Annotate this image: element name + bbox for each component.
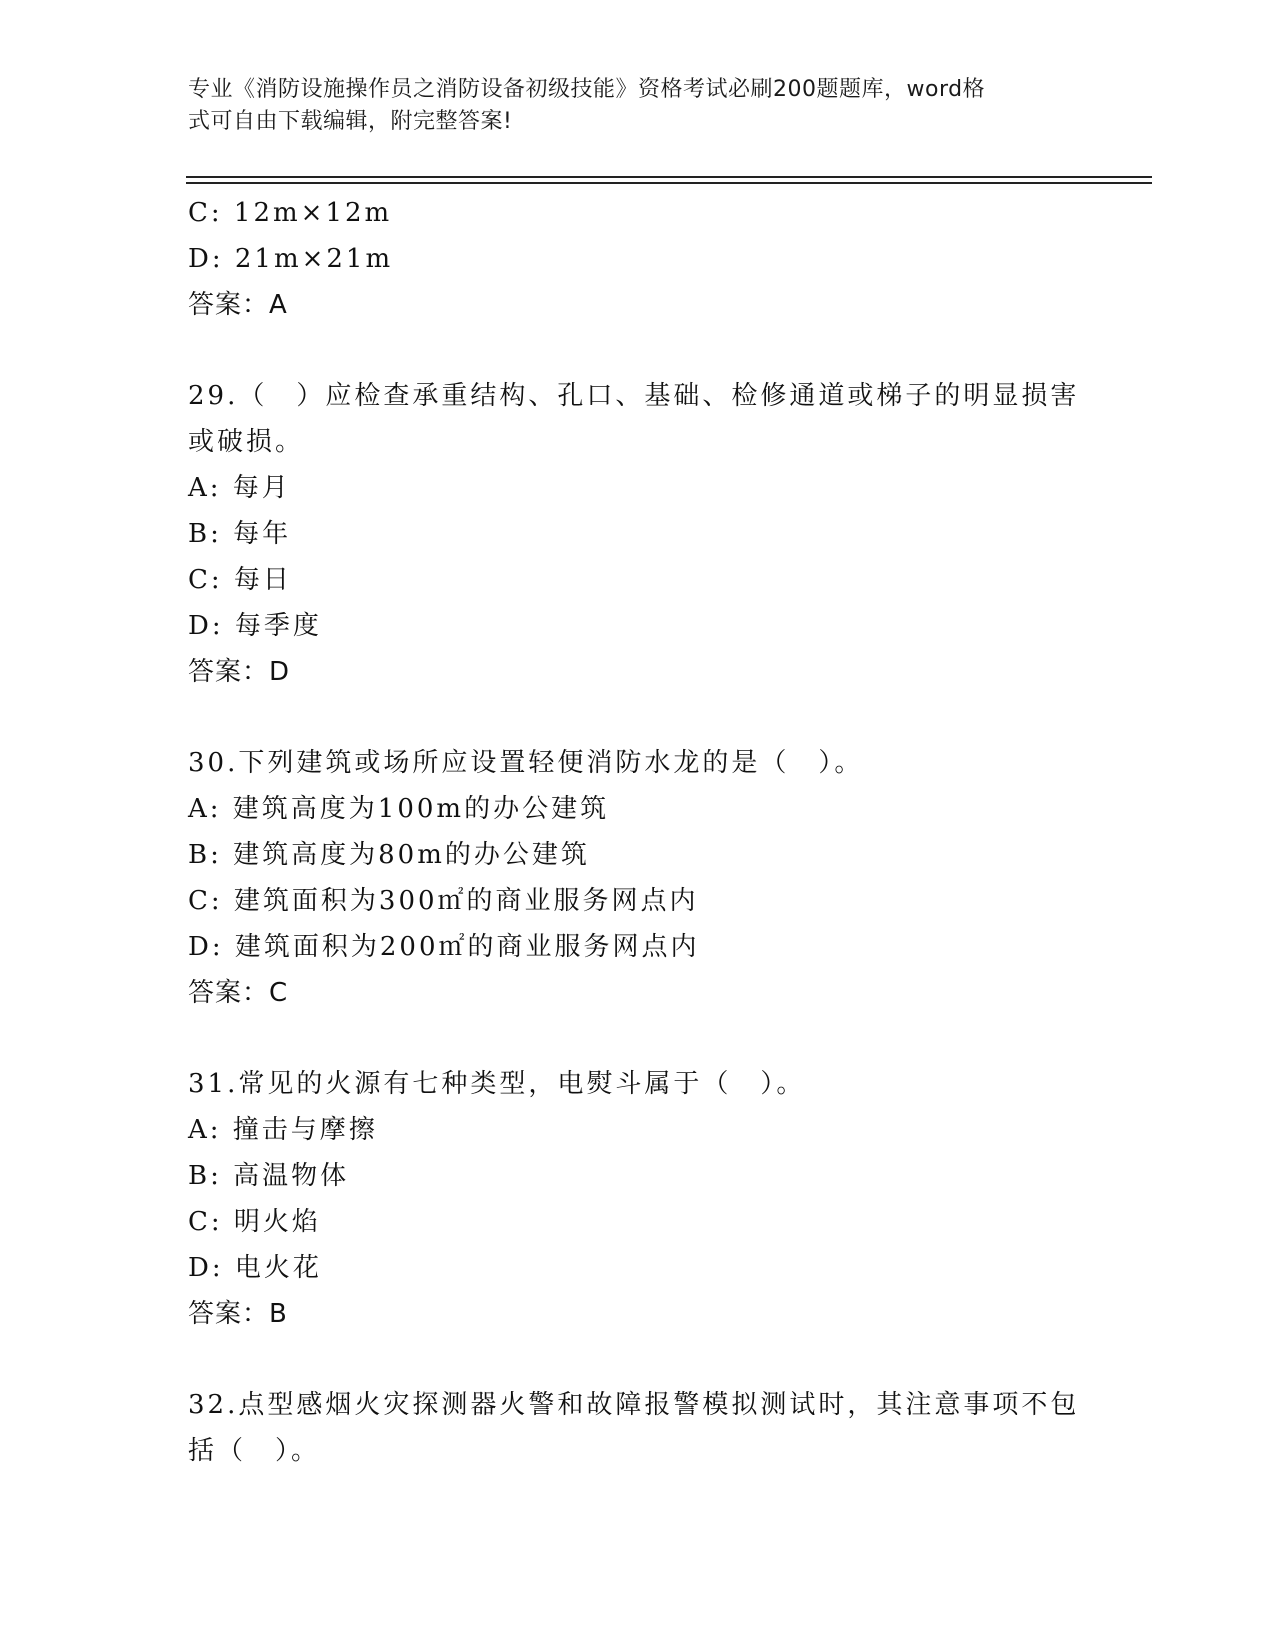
question-32	[188, 1382, 1088, 1474]
option-d: D: 电火花	[188, 1253, 322, 1283]
option-c: C: 12m×12m	[188, 198, 393, 228]
question-list	[188, 190, 1088, 1474]
document-header	[188, 74, 1068, 138]
option-c: C: 建筑面积为300㎡的商业服务网点内	[188, 886, 699, 916]
header-line-2: 式可自由下载编辑，附完整答案!	[188, 109, 513, 134]
question-text: 31.常见的火源有七种类型，电熨斗属于（ ）。	[188, 1069, 806, 1099]
answer: 答案：A	[188, 290, 288, 320]
option-b: B: 高温物体	[188, 1161, 350, 1191]
option-a: A: 撞击与摩擦	[188, 1115, 378, 1145]
header-rule-top	[186, 176, 1152, 178]
question-28-tail	[188, 190, 1088, 328]
option-d: D: 每季度	[188, 611, 322, 641]
question-text: 29.（ ）应检查承重结构、孔口、基础、检修通道或梯子的明显损害	[188, 381, 1080, 411]
answer: 答案：B	[188, 1299, 288, 1329]
option-a: A: 每月	[188, 473, 291, 503]
option-c: C: 明火焰	[188, 1207, 321, 1237]
question-text: 或破损。	[188, 427, 305, 457]
header-line-1: 专业《消防设施操作员之消防设备初级技能》资格考试必刷200题题库，word格	[188, 77, 986, 102]
header-rule-bottom	[186, 182, 1152, 184]
option-d: D: 21m×21m	[188, 244, 394, 274]
answer: 答案：C	[188, 978, 289, 1008]
answer: 答案：D	[188, 657, 291, 687]
question-30	[188, 740, 1088, 1016]
question-text: 30.下列建筑或场所应设置轻便消防水龙的是（ ）。	[188, 748, 864, 778]
question-text: 括（ ）。	[188, 1436, 321, 1466]
question-text: 32.点型感烟火灾探测器火警和故障报警模拟测试时，其注意事项不包	[188, 1390, 1080, 1420]
option-b: B: 每年	[188, 519, 292, 549]
option-b: B: 建筑高度为80m的办公建筑	[188, 840, 590, 870]
question-31	[188, 1061, 1088, 1337]
option-a: A: 建筑高度为100m的办公建筑	[188, 794, 610, 824]
option-c: C: 每日	[188, 565, 292, 595]
option-d: D: 建筑面积为200㎡的商业服务网点内	[188, 932, 700, 962]
question-29	[188, 373, 1088, 695]
